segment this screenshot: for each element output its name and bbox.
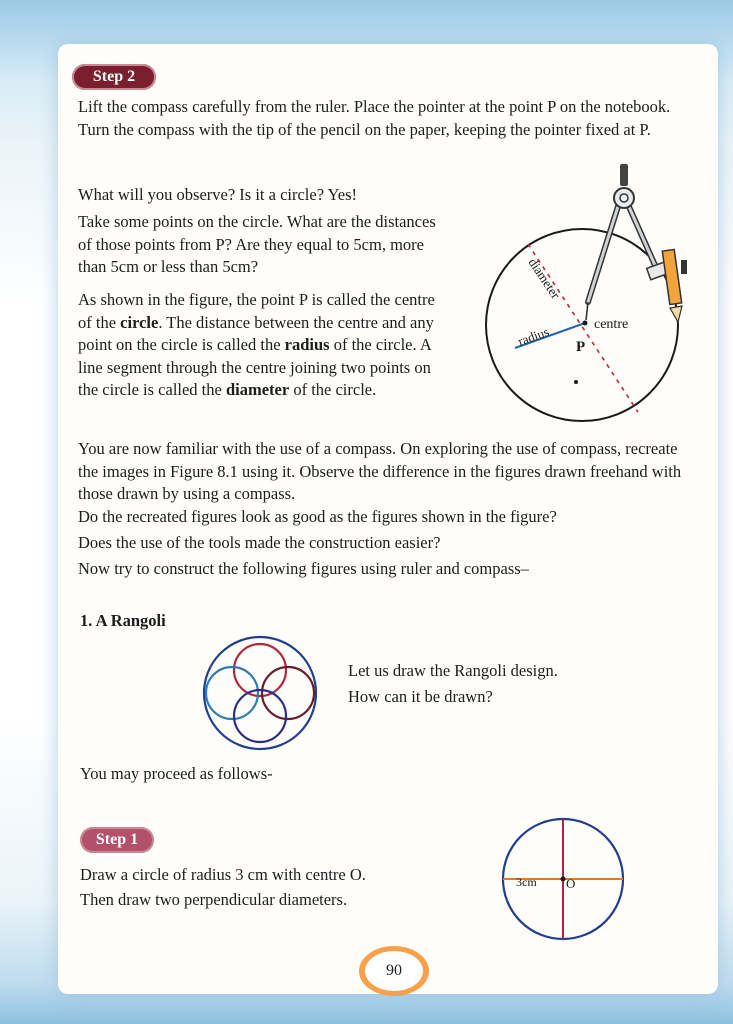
compass-paragraph: You are now familiar with the use of a compass. On exploring the use of compass, recreate the images in Figure 8.1 using it. Observe the difference in the figures drawn freehand with those drawn by using a compass. xyxy=(78,439,682,503)
page-number: 90 xyxy=(365,951,423,991)
point-p-label: P xyxy=(576,339,586,355)
rangoli-desc-1: Let us draw the Rangoli design. xyxy=(348,661,558,680)
proceed-text: You may proceed as follows- xyxy=(80,764,273,783)
step2-paragraph-1: Lift the compass carefully from the ruler. Place the pointer at the point P on the notebook. Turn the compass with the tip of the pencil on the paper, keeping the pointer fixed at P. xyxy=(78,97,671,139)
step1-badge: Step 1 xyxy=(80,827,154,853)
step2-paragraph-2: What will you observe? Is it a circle? Yes! xyxy=(78,185,358,204)
compass-icon xyxy=(586,164,687,322)
compass-line-2: Do the recreated figures look as good as the figures shown in the figure? xyxy=(78,507,557,526)
term-radius: radius xyxy=(284,335,330,354)
stray-dot xyxy=(574,380,578,384)
step2-paragraph-4: As shown in the figure, the point P is called the centre of the circle. The distance between the centre and any point on the circle is called the radius of the circle. A line segment through the centre joining two points on the circle is called the diameter of the circle. xyxy=(78,290,435,399)
step1-figure xyxy=(496,810,636,950)
step1-line-1: Draw a circle of radius 3 cm with centre O. xyxy=(80,865,366,884)
compass-line-3: Does the use of the tools made the construction easier? xyxy=(78,533,441,552)
centre-o-label: O xyxy=(566,876,576,891)
page-number-badge xyxy=(359,946,429,996)
compass-circle-figure xyxy=(470,160,700,430)
rangoli-figure xyxy=(200,636,320,750)
term-diameter: diameter xyxy=(225,380,290,399)
compass-line-4: Now try to construct the following figures using ruler and compass– xyxy=(78,559,529,578)
rangoli-desc-2: How can it be drawn? xyxy=(348,687,493,706)
rangoli-outer-circle xyxy=(204,637,316,749)
centre-point xyxy=(583,321,588,326)
centre-label: centre xyxy=(594,317,629,332)
radius-label: radius xyxy=(515,323,551,349)
centre-o-point xyxy=(561,877,566,882)
step2-badge: Step 2 xyxy=(72,64,156,90)
radius-3cm-label: 3cm xyxy=(516,875,537,889)
term-circle: circle xyxy=(120,312,159,332)
diameter-label: diameter xyxy=(525,255,564,302)
step2-paragraph-3: Take some points on the circle. What are the distances of those points from P? Are they equal to 5cm, more than 5cm or less than 5cm? xyxy=(78,212,436,276)
rangoli-heading: 1. A Rangoli xyxy=(80,611,166,630)
step1-line-2: Then draw two perpendicular diameters. xyxy=(80,890,348,909)
